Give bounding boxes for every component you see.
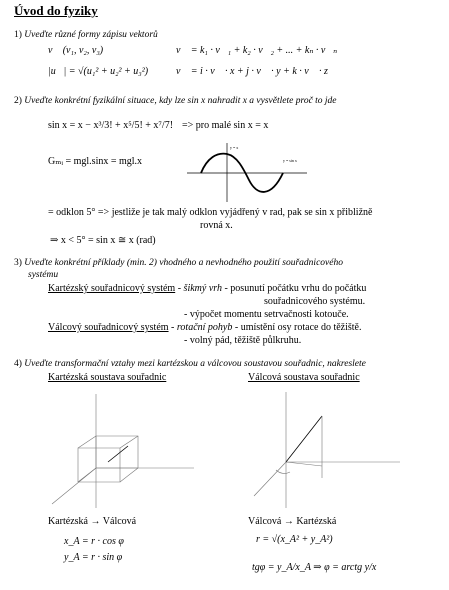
vector-unit-form: v⃗ = i · v⃗ · x + j · v⃗ · y + k · v⃗ · z xyxy=(176,66,328,77)
cartesian-desc-3: - výpočet momentu setrvačnosti kotouče. xyxy=(184,309,349,320)
r-formula: r = √(x_A² + y_A²) xyxy=(256,534,333,545)
gmi-equation: Gₘᵢ = mgl.sinx = mgl.x xyxy=(48,156,143,167)
radius-vector xyxy=(286,416,322,462)
question-number: 4) xyxy=(14,359,22,369)
question-4 xyxy=(14,359,366,369)
cart-to-cyl-title: Kartézská → Válcová xyxy=(48,516,137,527)
vector-magnitude: |u⃗| = √(u₁² + u₂² + u₃²) xyxy=(48,66,149,77)
cartesian-example-name: šikmý vrh xyxy=(183,283,222,294)
cylindrical-label: Válcový souřadnicový systém xyxy=(48,322,169,333)
xa-formula: x_A = r · cos φ xyxy=(64,536,124,547)
cylindrical-desc-2: - volný pád, těžiště půlkruhu. xyxy=(184,335,302,346)
cylindrical-example-name: rotační pohyb xyxy=(176,322,233,333)
cartesian-desc-2: souřadnicového systému. xyxy=(264,296,366,307)
cartesian-heading: Kartézská soustava souřadnic xyxy=(48,372,167,383)
cylindrical-heading: Válcová soustava souřadnic xyxy=(248,372,360,383)
question-3 xyxy=(14,258,343,268)
odklon-line-2: rovná x. xyxy=(200,220,233,231)
x-axis xyxy=(254,462,286,496)
odklon-line-1: = odklon 5° => jestliže je tak malý odklon vyjádřený v rad, pak se sin x přibližně xyxy=(48,207,373,218)
question-2 xyxy=(14,96,337,106)
cylindrical-example: Válcový souřadnicový systém - rotační pohyb - umístění osy rotace do těžiště. xyxy=(48,322,362,333)
question-text: Uveďte konkrétní příklady (min. 2) vhodného a nevhodného použití souřadnicového xyxy=(24,258,343,268)
position-vector xyxy=(108,446,128,462)
question-text-cont: systému xyxy=(28,270,59,280)
question-number: 3) xyxy=(14,258,22,268)
ya-formula: y_A = r · sin φ xyxy=(64,552,123,563)
graph-label-yx: y = x xyxy=(230,145,239,150)
graph-label-ysinx: y = sin x xyxy=(283,158,297,163)
question-text: Uveďte konkrétní fyzikální situace, kdy lze sin x nahradit x a vysvětlete proč to jde xyxy=(24,96,337,106)
question-number: 2) xyxy=(14,96,22,106)
cartesian-diagram xyxy=(48,386,198,511)
cylindrical-diagram xyxy=(250,386,400,511)
vector-component-form: v⃗ (v₁, v₂, v₃) xyxy=(48,45,104,56)
page-title: Úvod do fyziky xyxy=(14,3,98,18)
tg-formula: tgφ = y_A/x_A ⇒ φ = arctg y/x xyxy=(252,562,377,573)
vector-linear-combination: v⃗ = k₁ · v⃗₁ + k₂ · v⃗₂ + ... + kₙ · v⃗ₙ xyxy=(176,45,338,56)
sin-series: sin x = x − x³/3! + x⁵/5! + x⁷/7! xyxy=(48,120,174,131)
question-text: Uveďte různé formy zápisu vektorů xyxy=(24,30,158,40)
small-angle-note: => pro malé sin x = x xyxy=(182,120,269,131)
cartesian-example: Kartézský souřadnicový systém - šikmý vrh - posunutí počátku vrhu do počátku xyxy=(48,283,367,294)
small-angle-result: ⇒ x < 5° = sin x ≅ x (rad) xyxy=(50,235,156,246)
question-1 xyxy=(14,30,158,40)
cyl-to-cart-title: Válcová → Kartézská xyxy=(248,516,337,527)
question-number: 1) xyxy=(14,30,22,40)
question-text: Uveďte transformační vztahy mezi kartézskou a válcovou soustavou souřadnic, nakreslete xyxy=(24,359,366,369)
cartesian-label: Kartézský souřadnicový systém xyxy=(48,283,176,294)
cube-back-face xyxy=(96,436,138,468)
sine-graph xyxy=(185,140,310,205)
